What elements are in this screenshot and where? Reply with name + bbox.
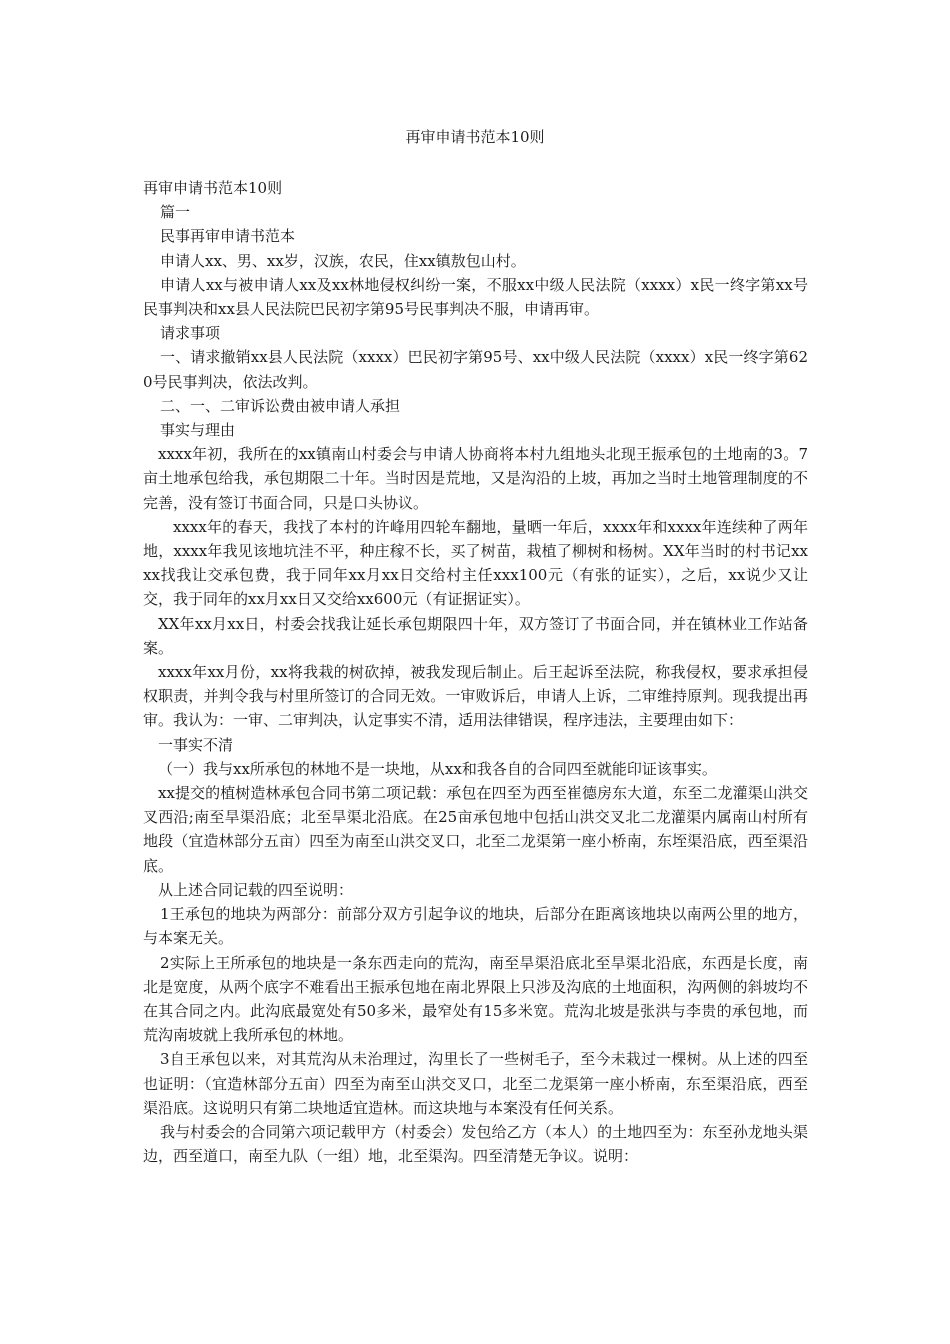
document-body: [143, 176, 808, 1168]
paragraph: 一、请求撤销xx县人民法院（xxxx）巴民初字第95号、xx中级人民法院（xxxx）x民一终字第620号民事判决，依法改判。: [143, 348, 808, 391]
section-label: 篇一: [160, 203, 191, 222]
paragraph: 3自王承包以来，对其荒沟从未治理过，沟里长了一些树毛子，至今未栽过一棵树。从上述的四至也证明：（宜造林部分五亩）四至为南至山洪交叉口，北至二龙渠第一座小桥南，东至渠沿底，西至渠沿底。这说明只有第二块地适宜造林。而这块地与本案没有任何关系。: [143, 1050, 808, 1117]
paragraph: 二、一、二审诉讼费由被申请人承担: [160, 396, 401, 415]
body-heading: 再审申请书范本10则: [143, 179, 283, 197]
paragraph: 从上述合同记载的四至说明：: [158, 880, 354, 899]
paragraph: （一）我与xx所承包的林地不是一块地，从xx和我各自的合同四至就能印证该事实。: [158, 759, 717, 778]
paragraph: 申请人xx与被申请人xx及xx林地侵权纠纷一案，不服xx中级人民法院（xxxx）x民一终字第xx号民事判决和xx县人民法院巴民初字第95号民事判决不服，申请再审。: [143, 275, 808, 319]
paragraph: 2实际上王所承包的地块是一条东西走向的荒沟，南至旱渠沿底北至旱渠北沿底，东西是长度，南北是宽度，从两个底字不难看出王振承包地在南北界限上只涉及沟底的土地面积，沟两侧的斜坡均不在其合同之内。此沟底最宽处有50多米，最窄处有15多米宽。荒沟北坡是张洪与李贵的承包地，而荒沟南坡就上我所承包的林地。: [143, 953, 808, 1045]
paragraph: xxxx年xx月份，xx将我栽的树砍掉，被我发现后制止。后王起诉至法院，称我侵权，要求承担侵权职责，并判令我与村里所签订的合同无效。一审败诉后，申请人上诉，二审维持原判。现我提出再审。我认为：一审、二审判决，认定事实不清，适用法律错误，程序违法，主要理由如下：: [143, 663, 808, 730]
paragraph: XX年xx月xx日，村委会找我让延长承包期限四十年，双方签订了书面合同，并在镇林业工作站备案。: [143, 614, 808, 657]
paragraph: 我与村委会的合同第六项记载甲方（村委会）发包给乙方（本人）的土地四至为：东至孙龙地头渠边，西至道口，南至九队（一组）地，北至渠沟。四至清楚无争议。说明：: [143, 1122, 808, 1166]
paragraph: xxxx年的春天，我找了本村的许峰用四轮车翻地，量晒一年后，xxxx年和xxxx年连续种了两年地，xxxx年我见该地坑洼不平，种庄稼不长，买了树苗，栽植了柳树和杨树。XX年当时的村书记xxxx找我让交承包费，我于同年xx月xx日交给村主任xxx100元（有张的证实），之后，xx说少又让交，我于同年的xx月xx日又交给xx600元（有证据证实）。: [143, 517, 808, 609]
document-title: 再审申请书范本10则: [405, 128, 545, 146]
paragraph: xx提交的植树造林承包合同书第二项记载：承包在四至为西至崔德房东大道，东至二龙灌渠山洪交叉西沿;南至旱渠沿底；北至旱渠北沿底。在25亩承包地中包括山洪交叉北二龙灌渠内属南山村所有地段（宜造林部分五亩）四至为南至山洪交叉口，北至二龙渠第一座小桥南，东垤渠沿底，西至渠沿底。: [143, 784, 808, 875]
section-heading: 一事实不清: [158, 735, 234, 754]
section-heading: 事实与理由: [160, 421, 236, 440]
paragraph: xxxx年初，我所在的xx镇南山村委会与申请人协商将本村九组地头北现王振承包的土地南的3。7亩土地承包给我，承包期限二十年。当时因是荒地，又是沟沿的上坡，再加之当时土地管理制度的不完善，没有签订书面合同，只是口头协议。: [143, 445, 808, 512]
section-heading: 请求事项: [160, 324, 221, 343]
paragraph: 1王承包的地块为两部分：前部分双方引起争议的地块，后部分在距离该地块以南两公里的地方，与本案无关。: [143, 905, 808, 948]
paragraph: 申请人xx、男、xx岁，汉族，农民，住xx镇敖包山村。: [160, 251, 526, 270]
subsection-title: 民事再审申请书范本: [160, 227, 296, 246]
